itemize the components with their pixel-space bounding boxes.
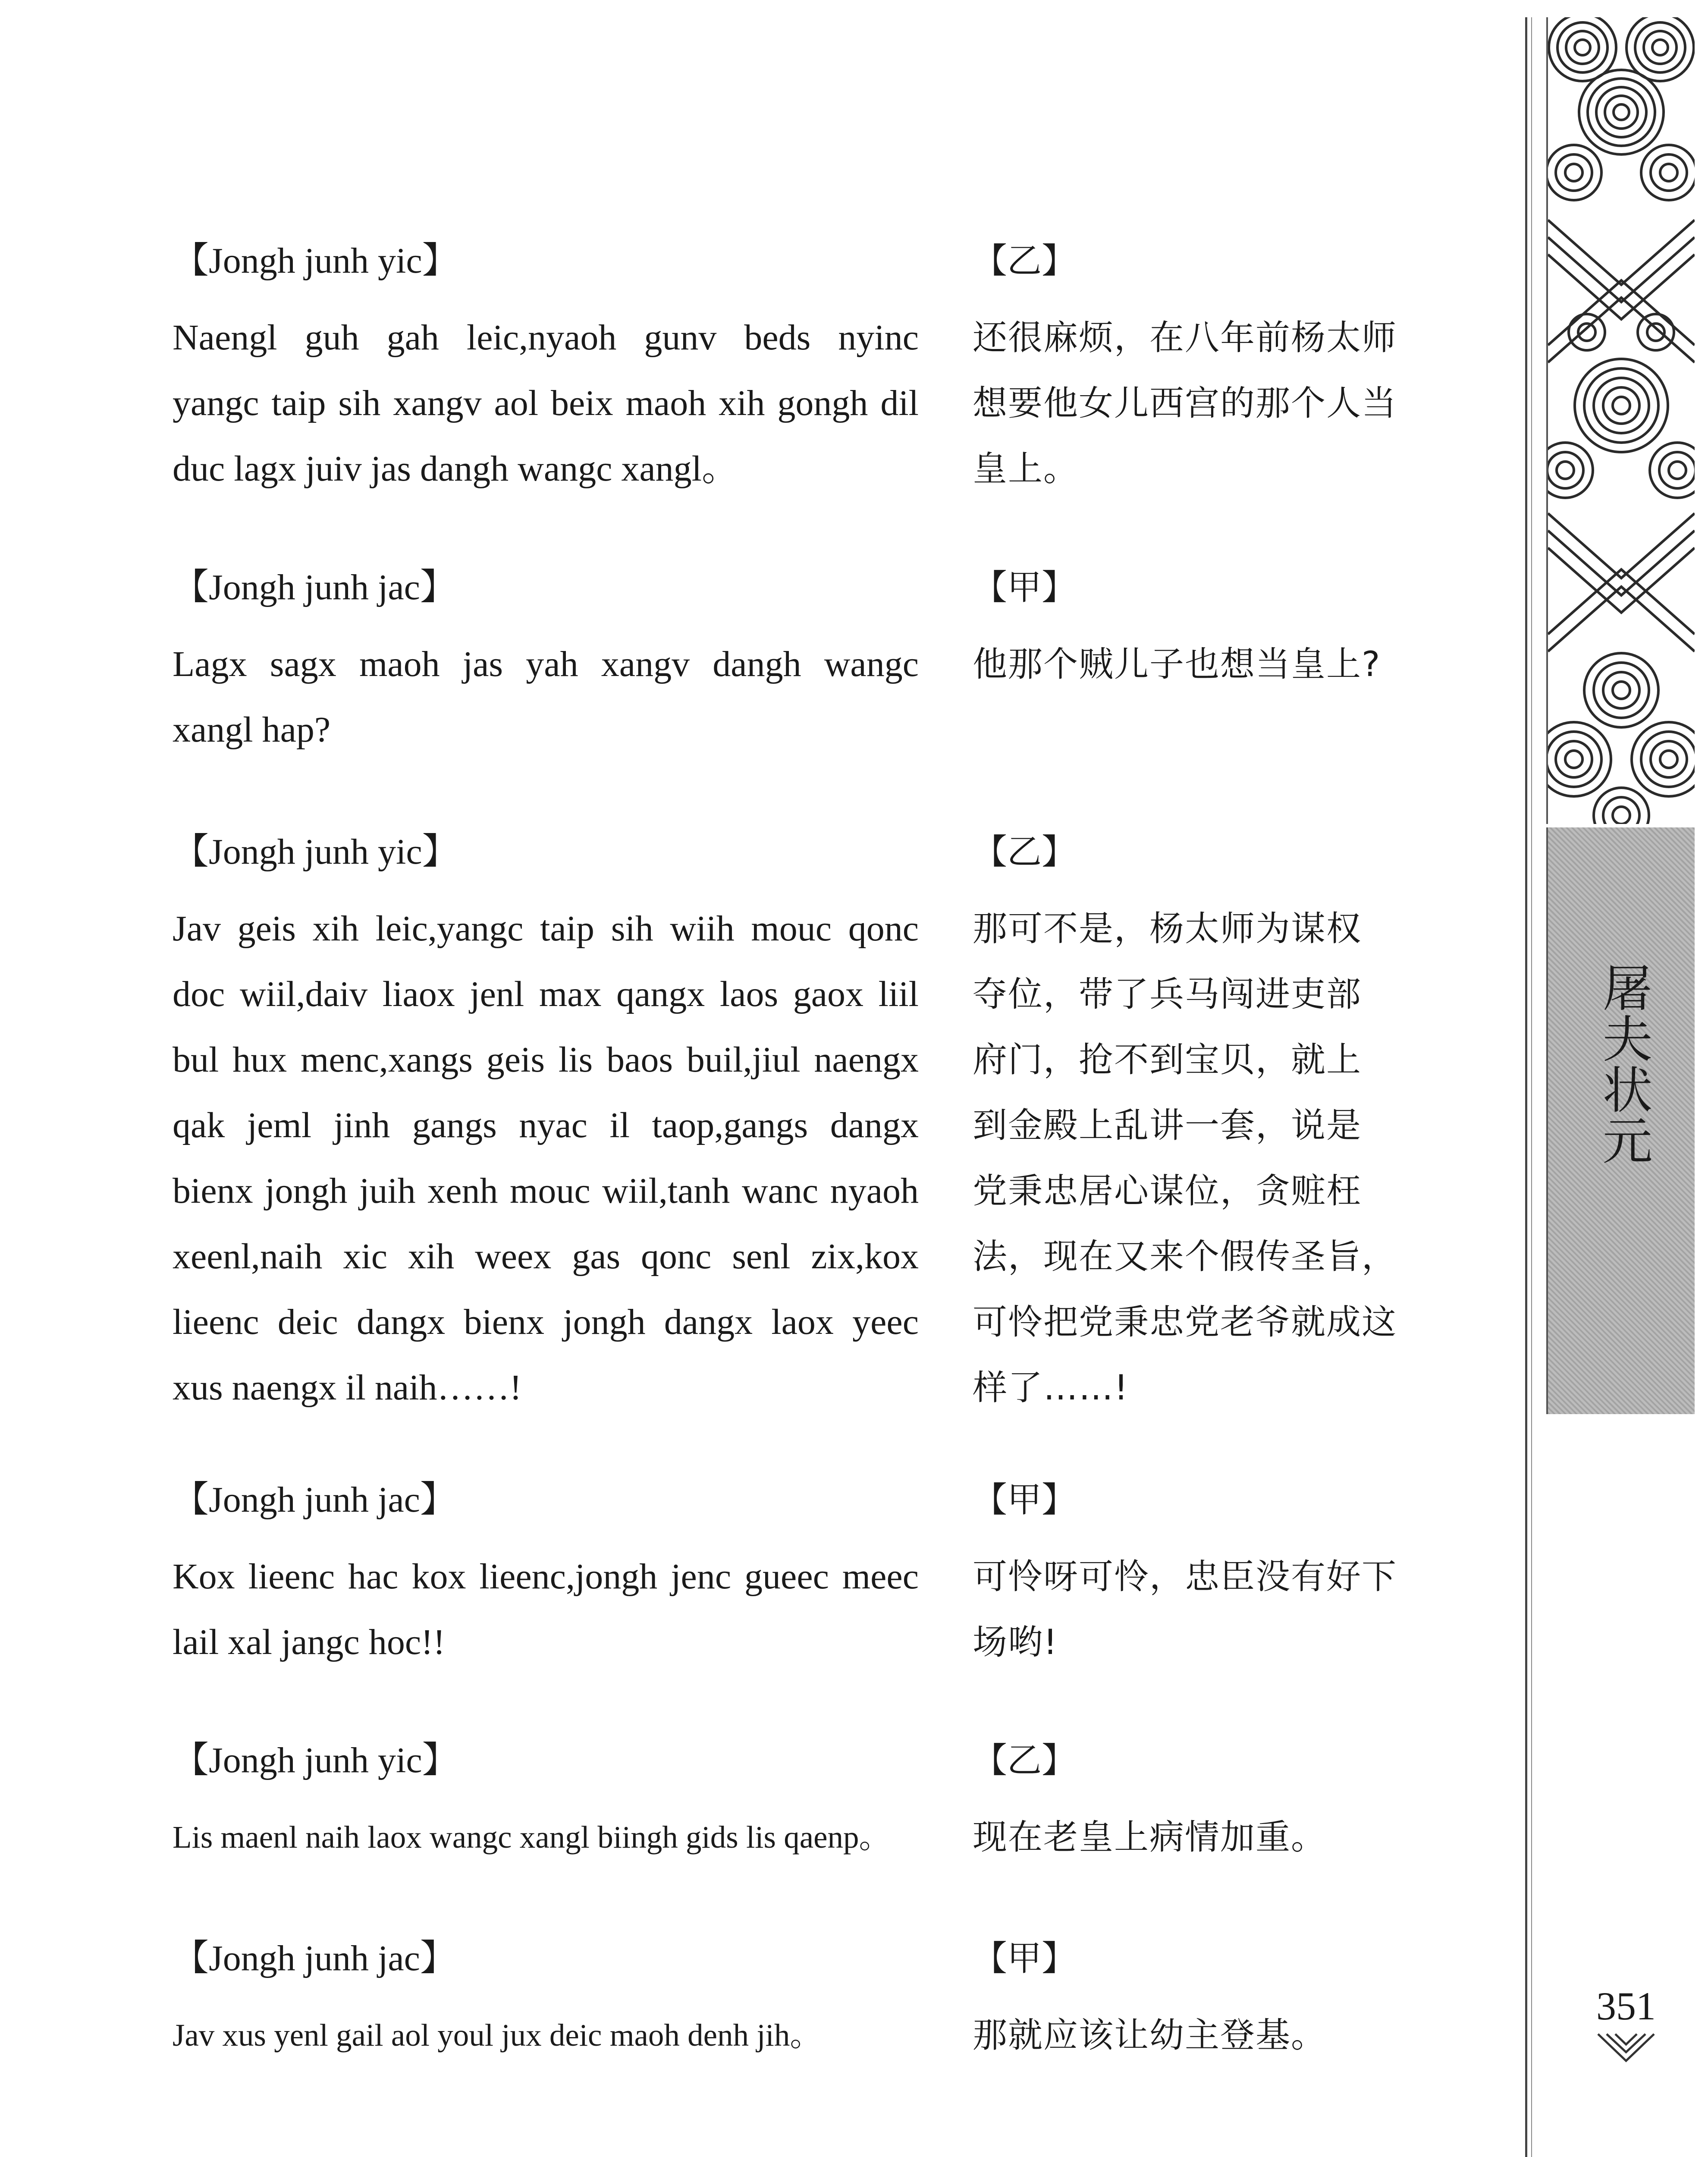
text-line: duc lagx juiv jas dangh wangc xangl。 <box>173 449 738 489</box>
text-line: Kox lieenc hac kox lieenc,jongh jenc gueec meec <box>173 1556 919 1597</box>
dialogue-block-4-dong <box>173 1478 919 1675</box>
speaker-label: 【Jongh junh jac】 <box>173 567 456 607</box>
text-line: lieenc deic dangx bienx jongh dangx laox yeec <box>173 1302 919 1342</box>
speaker-label: 【Jongh junh yic】 <box>173 1740 458 1780</box>
dialogue-block-1-dong <box>173 239 919 502</box>
dialogue-block-3-dong <box>173 830 919 1421</box>
text-line: 想要他女儿西宫的那个人当 <box>973 383 1397 423</box>
text-line: Lis maenl naih laox wangc xangl biingh gids lis qaenp。 <box>173 1820 891 1855</box>
text-line: yangc taip sih xangv aol beix maoh xih gongh dil <box>173 383 919 423</box>
text-line: lail xal jangc hoc!! <box>173 1622 446 1662</box>
text-line: bienx jongh juih xenh mouc wiil,tanh wanc nyaoh <box>173 1171 919 1211</box>
margin-rule <box>1525 17 1527 2157</box>
speaker-label: 【乙】 <box>973 832 1076 872</box>
text-line: 那就应该让幼主登基。 <box>973 2015 1326 2055</box>
margin-rule-thin <box>1531 17 1532 2157</box>
text-line: 党秉忠居心谋位，贪赃枉 <box>973 1171 1362 1211</box>
speaker-label: 【Jongh junh jac】 <box>173 1480 456 1520</box>
book-title: 屠夫状元 <box>1594 962 1652 1166</box>
text-line: xus naengx il naih……! <box>173 1368 522 1408</box>
dialogue-block-2-dong <box>173 566 919 763</box>
text-line: 可怜把党秉忠党老爷就成这 <box>973 1302 1397 1342</box>
speaker-label: 【乙】 <box>973 1740 1076 1780</box>
text-line: Lagx sagx maoh jas yah xangv dangh wangc <box>173 644 919 684</box>
text-line: 可怜呀可怜，忠臣没有好下 <box>973 1556 1397 1597</box>
text-line: 现在老皇上病情加重。 <box>973 1817 1326 1857</box>
text-line: Jav geis xih leic,yangc taip sih wiih mouc qonc <box>173 909 919 949</box>
dialogue-block-3-chinese <box>973 830 1443 1421</box>
text-line: 还很麻烦，在八年前杨太师 <box>973 318 1397 358</box>
speaker-label: 【Jongh junh jac】 <box>173 1938 456 1978</box>
page-ornament-icon <box>1596 2030 1656 2064</box>
speaker-label: 【乙】 <box>973 241 1076 281</box>
text-line: Jav xus yenl gail aol youl jux deic maoh denh jih。 <box>173 2018 822 2053</box>
dialogue-block-5-dong <box>173 1739 919 1870</box>
text-line: xangl hap? <box>173 710 331 750</box>
dialogue-block-1-chinese <box>973 239 1443 502</box>
text-line: doc wiil,daiv liaox jenl max qangx laos gaox liil <box>173 974 919 1014</box>
text-line: xeenl,naih xic xih weex gas qonc senl zix,kox <box>173 1236 919 1277</box>
cloud-pattern-ornament <box>1546 17 1695 824</box>
text-line: 皇上。 <box>973 449 1079 489</box>
dialogue-block-5-chinese <box>973 1739 1443 1870</box>
text-line: 府门，抢不到宝贝，就上 <box>973 1040 1362 1080</box>
dialogue-block-4-chinese <box>973 1478 1443 1675</box>
text-line: qak jeml jinh gangs nyac il taop,gangs dangx <box>173 1105 919 1145</box>
text-line: Naengl guh gah leic,nyaoh gunv beds nyinc <box>173 318 919 358</box>
speaker-label: 【甲】 <box>973 567 1076 607</box>
text-line: bul hux menc,xangs geis lis baos buil,jiul naengx <box>173 1040 919 1080</box>
text-line: 样了……! <box>973 1368 1129 1408</box>
text-line: 到金殿上乱讲一套，说是 <box>973 1105 1362 1145</box>
text-line: 他那个贼儿子也想当皇上? <box>973 644 1381 684</box>
page-number: 351 <box>1596 1984 1656 2028</box>
text-line: 夺位，带了兵马闯进吏部 <box>973 974 1362 1014</box>
cloud-pattern-icon <box>1548 17 1695 824</box>
text-line: 那可不是，杨太师为谋权 <box>973 909 1362 949</box>
text-line: 场哟! <box>973 1622 1058 1662</box>
speaker-label: 【甲】 <box>973 1480 1076 1520</box>
dialogue-block-6-dong <box>173 1937 919 2068</box>
speaker-label: 【Jongh junh yic】 <box>173 832 458 872</box>
speaker-label: 【Jongh junh yic】 <box>173 241 458 281</box>
dialogue-block-6-chinese <box>973 1937 1443 2068</box>
text-line: 法，现在又来个假传圣旨， <box>973 1236 1397 1277</box>
dialogue-block-2-chinese <box>973 566 1443 697</box>
speaker-label: 【甲】 <box>973 1938 1076 1978</box>
